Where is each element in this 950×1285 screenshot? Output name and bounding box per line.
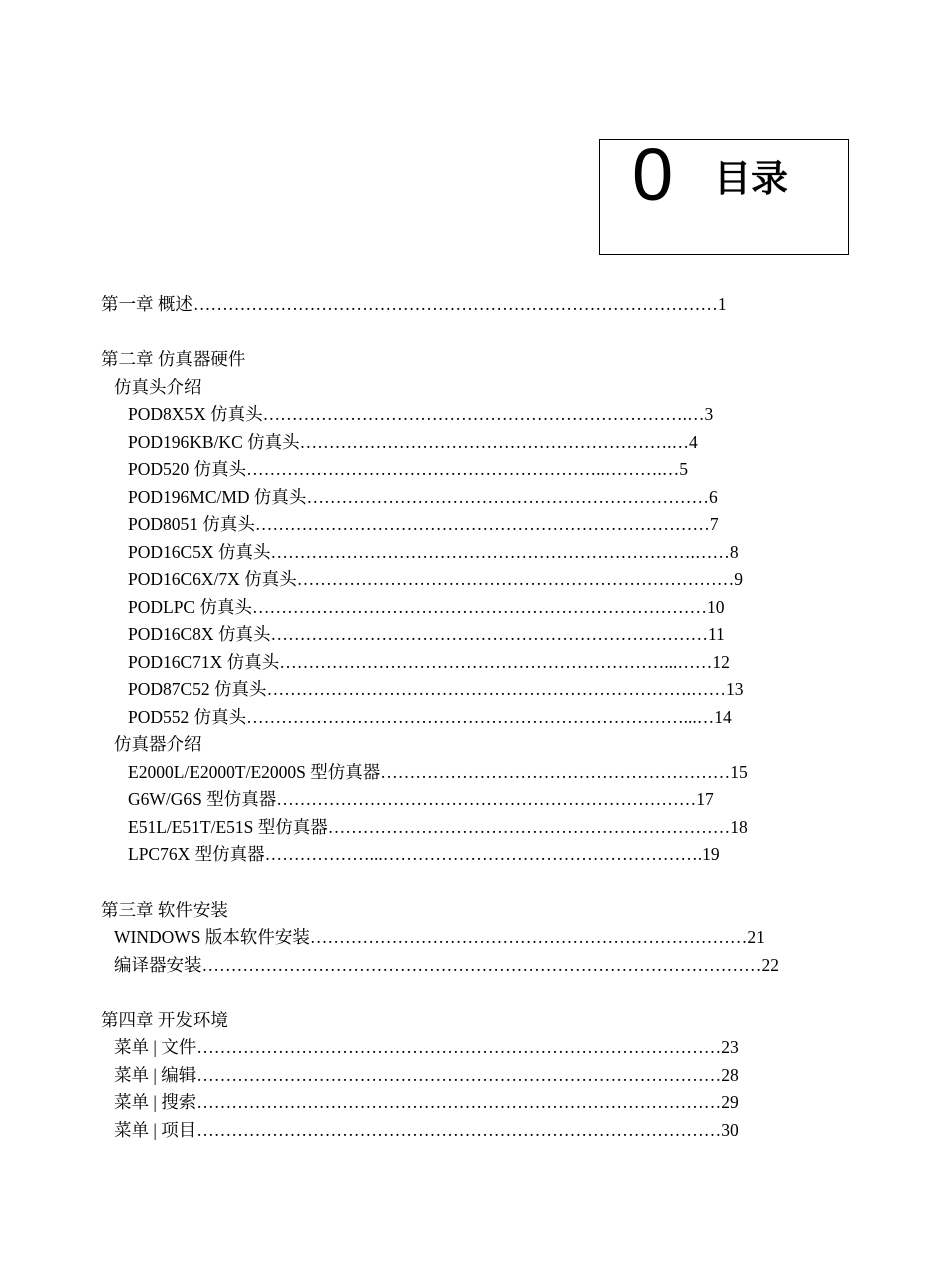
toc-entry[interactable] <box>128 514 719 534</box>
toc-label: 第四章 开发环境 <box>101 1010 228 1030</box>
toc-label: 第一章 概述 <box>101 294 193 314</box>
toc-page: 15 <box>730 762 748 782</box>
toc-page: 7 <box>709 514 719 534</box>
toc-entry[interactable] <box>128 404 713 424</box>
toc-label: 菜单 | 项目 <box>114 1120 197 1140</box>
toc-leader: …………………………………………………… <box>380 762 731 782</box>
toc-entry-chapter-4[interactable] <box>101 1010 228 1030</box>
toc-page: 3 <box>704 404 714 424</box>
toc-leader: ……………………………………………………………………………… <box>192 294 718 314</box>
toc-page: 28 <box>721 1065 739 1085</box>
toc-entry[interactable] <box>114 1092 739 1112</box>
toc-label: 菜单 | 编辑 <box>114 1065 197 1085</box>
toc-leader: ………………………………………………………………… <box>309 927 748 947</box>
toc-entry[interactable] <box>128 432 698 452</box>
toc-label: G6W/G6S 型仿真器 <box>128 789 277 809</box>
toc-label: POD196MC/MD 仿真头 <box>128 487 307 507</box>
toc-leader: ……………………………………………………………….…… <box>270 542 730 562</box>
toc-leader: ……………………………………………………………………………… <box>196 1092 722 1112</box>
toc-leader: …………………………………………………………………… <box>251 597 707 617</box>
toc-leader: ……………………………………………………………………………… <box>196 1037 722 1057</box>
chapter-title-box <box>599 133 849 255</box>
toc-leader: ……………………………………………………………………………… <box>196 1120 722 1140</box>
toc-page: 9 <box>734 569 743 589</box>
toc-entry[interactable] <box>128 844 720 864</box>
toc-page: 6 <box>708 487 718 507</box>
toc-entry[interactable] <box>128 707 732 727</box>
toc-page: 30 <box>721 1120 739 1140</box>
toc-label: PODLPC 仿真头 <box>128 597 252 617</box>
toc-entry-chapter-3[interactable] <box>101 900 228 920</box>
toc-section-heading[interactable] <box>114 734 202 754</box>
toc-entry[interactable] <box>114 1120 739 1140</box>
toc-entry[interactable] <box>128 459 688 479</box>
toc-page: 13 <box>725 679 744 699</box>
toc-entry[interactable] <box>128 762 748 782</box>
toc-leader: ……………………………………………………………….…… <box>266 679 726 699</box>
toc-entry[interactable] <box>114 1037 739 1057</box>
toc-entry[interactable] <box>128 624 725 644</box>
toc-label: 编译器安装 <box>114 955 202 975</box>
toc-leader: ………………...………………………………………………. <box>264 844 703 864</box>
toc-page: 17 <box>696 789 714 809</box>
toc-label: POD552 仿真头 <box>128 707 247 727</box>
toc-leader: ………………………………………………………………… <box>270 624 708 644</box>
toc-label: POD8X5X 仿真头 <box>128 404 263 424</box>
toc-entry[interactable] <box>114 955 779 975</box>
toc-page: 18 <box>730 817 748 837</box>
toc-leader: ……………………………………………………………….… <box>262 404 705 424</box>
toc-page: 29 <box>721 1092 739 1112</box>
toc-page: 1 <box>717 294 727 314</box>
toc-entry-chapter-1[interactable] <box>101 294 727 314</box>
toc-page: 19 <box>702 844 720 864</box>
toc-entry-chapter-2[interactable] <box>101 349 245 369</box>
toc-leader: ……………………………………………………….… <box>299 432 689 452</box>
toc-label: E51L/E51T/E51S 型仿真器 <box>128 817 328 837</box>
toc-leader: …………………………………………………………...…… <box>279 652 713 672</box>
toc-entry[interactable] <box>128 789 714 809</box>
toc-label: POD16C5X 仿真头 <box>128 542 271 562</box>
toc-page: 10 <box>706 597 725 617</box>
toc-leader: …………………………………………………………… <box>306 487 709 507</box>
toc-label: E2000L/E2000T/E2000S 型仿真器 <box>128 762 381 782</box>
toc-page: 4 <box>689 432 698 452</box>
toc-label: POD87C52 仿真头 <box>128 679 267 699</box>
toc-entry[interactable] <box>128 487 718 507</box>
toc-label: LPC76X 型仿真器 <box>128 844 265 864</box>
toc-leader: …………………………………………………………………………………… <box>201 955 762 975</box>
toc-label: POD16C71X 仿真头 <box>128 652 280 672</box>
toc-label: POD16C6X/7X 仿真头 <box>128 569 297 589</box>
toc-leader: …………………………………………………………… <box>327 817 731 837</box>
toc-label: POD196KB/KC 仿真头 <box>128 432 300 452</box>
toc-label: 第三章 软件安装 <box>101 900 228 920</box>
toc-entry[interactable] <box>128 542 739 562</box>
toc-page: 8 <box>729 542 739 562</box>
chapter-number: 0 <box>632 133 674 216</box>
toc-entry[interactable] <box>128 597 724 617</box>
toc-entry[interactable] <box>128 652 730 672</box>
toc-page: 5 <box>679 459 689 479</box>
toc-label: WINDOWS 版本软件安装 <box>114 927 310 947</box>
toc-page: 11 <box>707 624 725 644</box>
toc-page: 23 <box>721 1037 739 1057</box>
toc-page: 12 <box>712 652 730 672</box>
toc-label: 菜单 | 文件 <box>114 1037 197 1057</box>
chapter-title: 目录 <box>714 157 788 200</box>
toc-label: POD8051 仿真头 <box>128 514 255 534</box>
toc-leader: …………………………………………………………………… <box>254 514 710 534</box>
toc-label: 仿真头介绍 <box>114 377 202 397</box>
toc-entry[interactable] <box>128 569 743 589</box>
toc-leader: ……………………………………………………..……….… <box>246 459 680 479</box>
toc-entry[interactable] <box>128 679 743 699</box>
toc-page: 14 <box>714 707 732 727</box>
toc-leader: ……………………………………………………………… <box>276 789 697 809</box>
toc-leader: …………………………………………………………………...… <box>246 707 715 727</box>
toc-label: POD520 仿真头 <box>128 459 247 479</box>
toc-page: 21 <box>747 927 765 947</box>
toc-entry[interactable] <box>114 1065 739 1085</box>
toc-label: 第二章 仿真器硬件 <box>101 349 246 369</box>
toc-leader: ………………………………………………………………… <box>296 569 735 589</box>
toc-page: 22 <box>761 955 779 975</box>
toc-label: 菜单 | 搜索 <box>114 1092 197 1112</box>
toc-entry[interactable] <box>114 927 765 947</box>
toc-leader: ……………………………………………………………………………… <box>196 1065 722 1085</box>
toc-section-heading[interactable] <box>114 377 202 397</box>
toc-label: POD16C8X 仿真头 <box>128 624 271 644</box>
toc-label: 仿真器介绍 <box>114 734 202 754</box>
toc-entry[interactable] <box>128 817 748 837</box>
